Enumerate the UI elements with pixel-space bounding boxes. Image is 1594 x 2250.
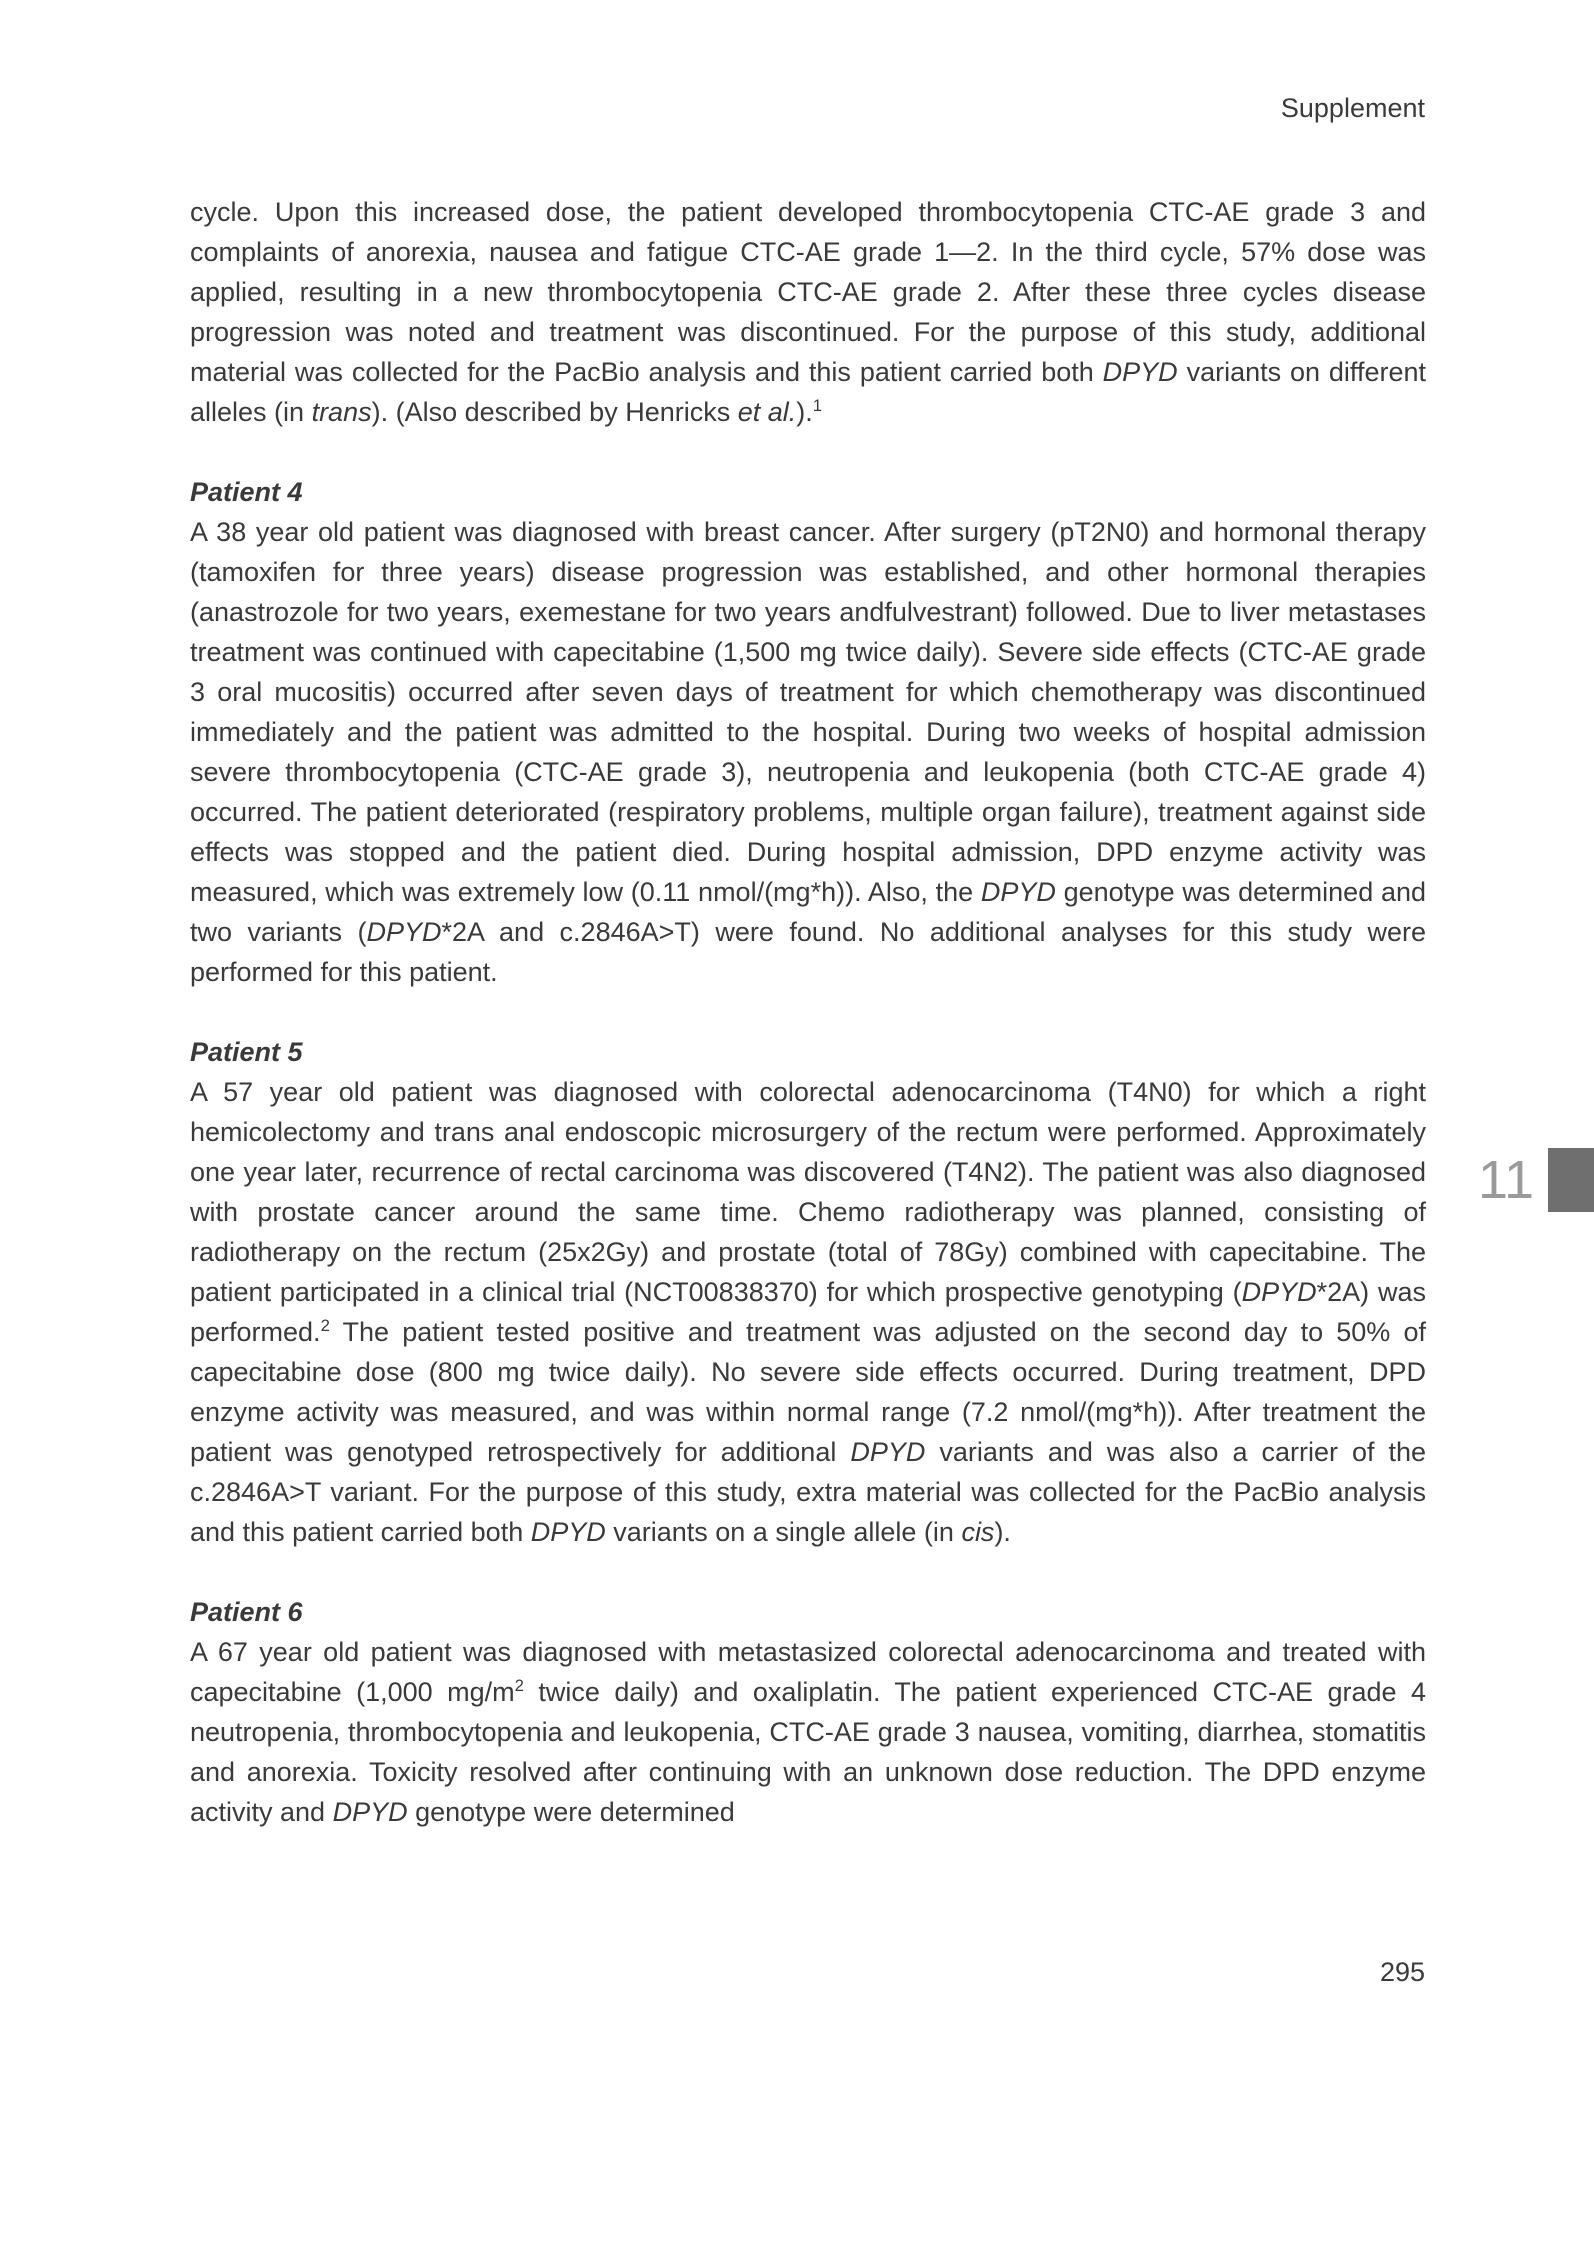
- section-heading-patient-6: Patient 6: [190, 1597, 303, 1627]
- chapter-tab-marker: [1548, 1148, 1594, 1212]
- paragraph-patient-6: A 67 year old patient was diagnosed with metastasized colorectal adenocarcinoma and treated with capecitabine (1,000 $mg/m^2$ twice daily) and oxaliplatin. The patient experienced CTC-AE grade 4 neutropenia, thrombocytopenia and leukopenia, CTC-AE grade 3 nausea, vomiting, diarrhea, stomatitis and anorexia. Toxicity resolved after continuing with an unknown dose reduction. The DPD enzyme activity and DPYD genotype were determined: [190, 1637, 1427, 1827]
- paragraph-continued: cycle. Upon this increased dose, the patient developed thrombocytopenia CTC-AE grade 3 and complaints of anorexia, nausea and fatigue CTC-AE grade 1—2. In the third cycle, 57% dose was applied, resulting in a new thrombocytopenia CTC-AE grade 2. After these three cycles disease progression was noted and treatment was discontinued. For the purpose of this study, additional material was collected for the PacBio analysis and this patient carried both DPYD variants on different alleles (in trans). (Also described by Henricks et al.).$^1$: [190, 197, 1426, 427]
- section-patient-4: [190, 472, 1426, 992]
- page-number: 295: [1379, 1957, 1425, 1987]
- content: [190, 192, 1426, 1832]
- section-patient-5: [190, 1032, 1426, 1552]
- section-heading-patient-5: Patient 5: [190, 1037, 303, 1067]
- paragraph-patient-5: A 57 year old patient was diagnosed with colorectal adenocarcinoma (T4N0) for which a right hemicolectomy and trans anal endoscopic microsurgery of the rectum were performed. Approximately one year later, recurrence of rectal carcinoma was discovered (T4N2). The patient was also diagnosed with prostate cancer around the same time. Chemo radiotherapy was planned, consisting of radiotherapy on the rectum (25x2Gy) and prostate (total of 78Gy) combined with capecitabine. The patient participated in a clinical trial (NCT00838370) for which prospective genotyping (DPYD*2A) was performed.$^2$ The patient tested positive and treatment was adjusted on the second day to 50% of capecitabine dose (800 mg twice daily). No severe side effects occurred. During treatment, DPD enzyme activity was measured, and was within normal range (7.2 nmol/(mg*h)). After treatment the patient was genotyped retrospectively for additional DPYD variants and was also a carrier of the c.2846A>T variant. For the purpose of this study, extra material was collected for the PacBio analysis and this patient carried both DPYD variants on a single allele (in cis).: [190, 1077, 1426, 1547]
- section-continued: [190, 192, 1426, 432]
- chapter-number: 11: [1477, 1150, 1534, 1210]
- section-heading-patient-4: Patient 4: [190, 477, 303, 507]
- paragraph-patient-4: A 38 year old patient was diagnosed with breast cancer. After surgery (pT2N0) and hormonal therapy (tamoxifen for three years) disease progression was established, and other hormonal therapies (anastrozole for two years, exemestane for two years andfulvestrant) followed. Due to liver metastases treatment was continued with capecitabine (1,500 mg twice daily). Severe side effects (CTC-AE grade 3 oral mucositis) occurred after seven days of treatment for which chemotherapy was discontinued immediately and the patient was admitted to the hospital. During two weeks of hospital admission severe thrombocytopenia (CTC-AE grade 3), neutropenia and leukopenia (both CTC-AE grade 4) occurred. The patient deteriorated (respiratory problems, multiple organ failure), treatment against side effects was stopped and the patient died. During hospital admission, DPD enzyme activity was measured, which was extremely low (0.11 nmol/(mg*h)). Also, the DPYD genotype was determined and two variants (DPYD*2A and c.2846A>T) were found. No additional analyses for this study were performed for this patient.: [190, 517, 1426, 987]
- chapter-tab: [1478, 1148, 1594, 1212]
- running-header: Supplement: [1280, 93, 1425, 123]
- section-patient-6: [190, 1592, 1426, 1832]
